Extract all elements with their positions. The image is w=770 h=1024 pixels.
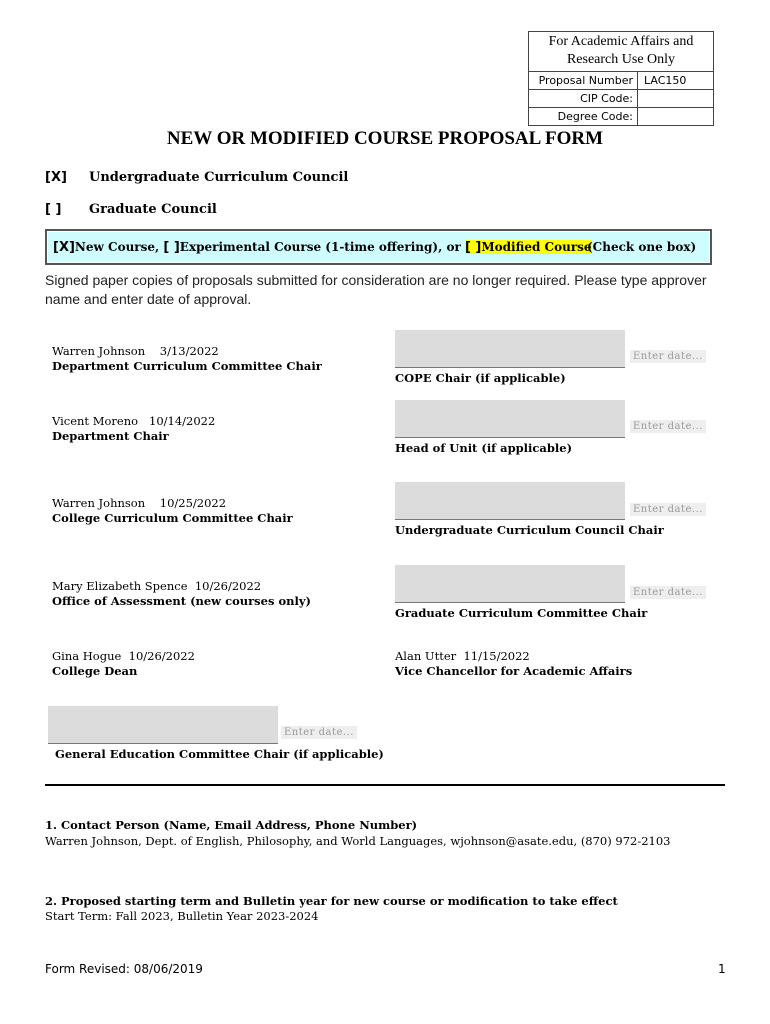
approver-role: COPE Chair (if applicable) xyxy=(395,371,566,385)
experimental-course-checkbox[interactable]: [ ] xyxy=(163,240,180,255)
approver-name[interactable]: Alan Utter xyxy=(395,649,457,663)
signature-field-head-of-unit[interactable] xyxy=(395,400,625,438)
section-heading-1: 1. Contact Person (Name, Email Address, Phone Number) xyxy=(45,818,418,832)
approval-date[interactable]: 3/13/2022 xyxy=(159,344,219,358)
approver-role: Vice Chancellor for Academic Affairs xyxy=(395,664,633,678)
notice-text: Signed paper copies of proposals submitted for consideration are no longer required. Please type approver name and enter date of approval. xyxy=(45,272,707,307)
new-course-label: New Course, xyxy=(74,240,160,254)
modified-course-label: Modified Course xyxy=(481,240,592,254)
approver-role: Department Curriculum Committee Chair xyxy=(52,359,322,373)
approval-date[interactable]: 10/26/2022 xyxy=(194,579,262,593)
approver-role: Undergraduate Curriculum Council Chair xyxy=(395,523,664,537)
experimental-course-label: Experimental Course (1-time offering), xyxy=(179,240,443,254)
check-one-hint: (Check one box) xyxy=(587,240,697,254)
council-graduate xyxy=(45,202,217,217)
date-field-gen-ed[interactable]: Enter date... xyxy=(281,726,357,739)
approver-role: Department Chair xyxy=(52,429,169,443)
council-undergrad xyxy=(45,170,348,185)
approver-name[interactable]: Warren Johnson xyxy=(52,344,146,358)
page-number: 1 xyxy=(718,962,726,976)
signature-field-gen-ed[interactable] xyxy=(48,706,278,744)
office-row-proposal xyxy=(529,72,713,90)
approver-name[interactable]: Warren Johnson xyxy=(52,496,146,510)
date-field-head-of-unit[interactable]: Enter date... xyxy=(630,420,706,433)
section-body-1[interactable]: Warren Johnson, Dept. of English, Philosophy, and World Languages, wjohnson@asate.edu, (870) 972-2103 xyxy=(45,834,671,848)
proposal-number-field[interactable]: LAC150 xyxy=(644,74,687,87)
modified-course-checkbox[interactable]: [ ] xyxy=(464,240,482,255)
approval-date[interactable]: 11/15/2022 xyxy=(463,649,530,663)
approver-role: College Curriculum Committee Chair xyxy=(52,511,293,525)
office-use-heading: For Academic Affairs and Research Use Only xyxy=(529,32,713,72)
approval-date[interactable]: 10/26/2022 xyxy=(128,649,195,663)
approval-left-1 xyxy=(52,344,322,374)
approver-role: Graduate Curriculum Committee Chair xyxy=(395,606,648,620)
office-label: CIP Code: xyxy=(529,90,638,107)
office-row-degree xyxy=(529,108,713,125)
approver-name[interactable]: Vicent Moreno xyxy=(52,414,139,428)
approval-left-3 xyxy=(52,496,293,526)
council-label: Undergraduate Curriculum Council xyxy=(89,170,349,185)
council-label: Graduate Council xyxy=(89,202,217,217)
signature-field-cope[interactable] xyxy=(395,330,625,368)
office-label: Degree Code: xyxy=(529,108,638,125)
approval-date[interactable]: 10/14/2022 xyxy=(149,414,216,428)
cip-code-field[interactable] xyxy=(638,90,713,107)
section-heading-2: 2. Proposed starting term and Bulletin year for new course or modification to take effect xyxy=(45,894,618,908)
approval-date[interactable]: 10/25/2022 xyxy=(159,496,227,510)
degree-code-field[interactable] xyxy=(638,108,713,125)
date-field-cope[interactable]: Enter date... xyxy=(630,350,706,363)
approval-left-5 xyxy=(52,649,195,679)
signature-field-gcc-chair[interactable] xyxy=(395,565,625,603)
form-revised-date: Form Revised: 08/06/2019 xyxy=(45,962,203,976)
new-course-checkbox[interactable]: [X] xyxy=(53,240,75,255)
approval-left-4 xyxy=(52,579,311,609)
section-body-2[interactable]: Start Term: Fall 2023, Bulletin Year 2023-2024 xyxy=(45,909,319,923)
approver-role: College Dean xyxy=(52,664,138,678)
council-checkbox[interactable]: [X] xyxy=(45,170,67,185)
or-text: or xyxy=(446,240,461,254)
signature-field-ucc-chair[interactable] xyxy=(395,482,625,520)
date-field-gcc-chair[interactable]: Enter date... xyxy=(630,586,706,599)
date-field-ucc-chair[interactable]: Enter date... xyxy=(630,503,706,516)
office-use-table xyxy=(528,31,714,126)
office-label: Proposal Number xyxy=(529,72,638,89)
approver-role: Office of Assessment (new courses only) xyxy=(52,594,311,608)
course-type-box xyxy=(45,229,712,265)
section-divider xyxy=(45,784,725,786)
approver-name[interactable]: Gina Hogue xyxy=(52,649,122,663)
form-title: NEW OR MODIFIED COURSE PROPOSAL FORM xyxy=(166,128,604,149)
approver-role: General Education Committee Chair (if applicable) xyxy=(55,747,384,761)
council-checkbox[interactable]: [ ] xyxy=(45,202,62,217)
approval-vc xyxy=(395,649,632,679)
office-row-cip xyxy=(529,90,713,108)
approver-role: Head of Unit (if applicable) xyxy=(395,441,573,455)
approval-left-2 xyxy=(52,414,215,444)
approver-name[interactable]: Mary Elizabeth Spence xyxy=(52,579,188,593)
